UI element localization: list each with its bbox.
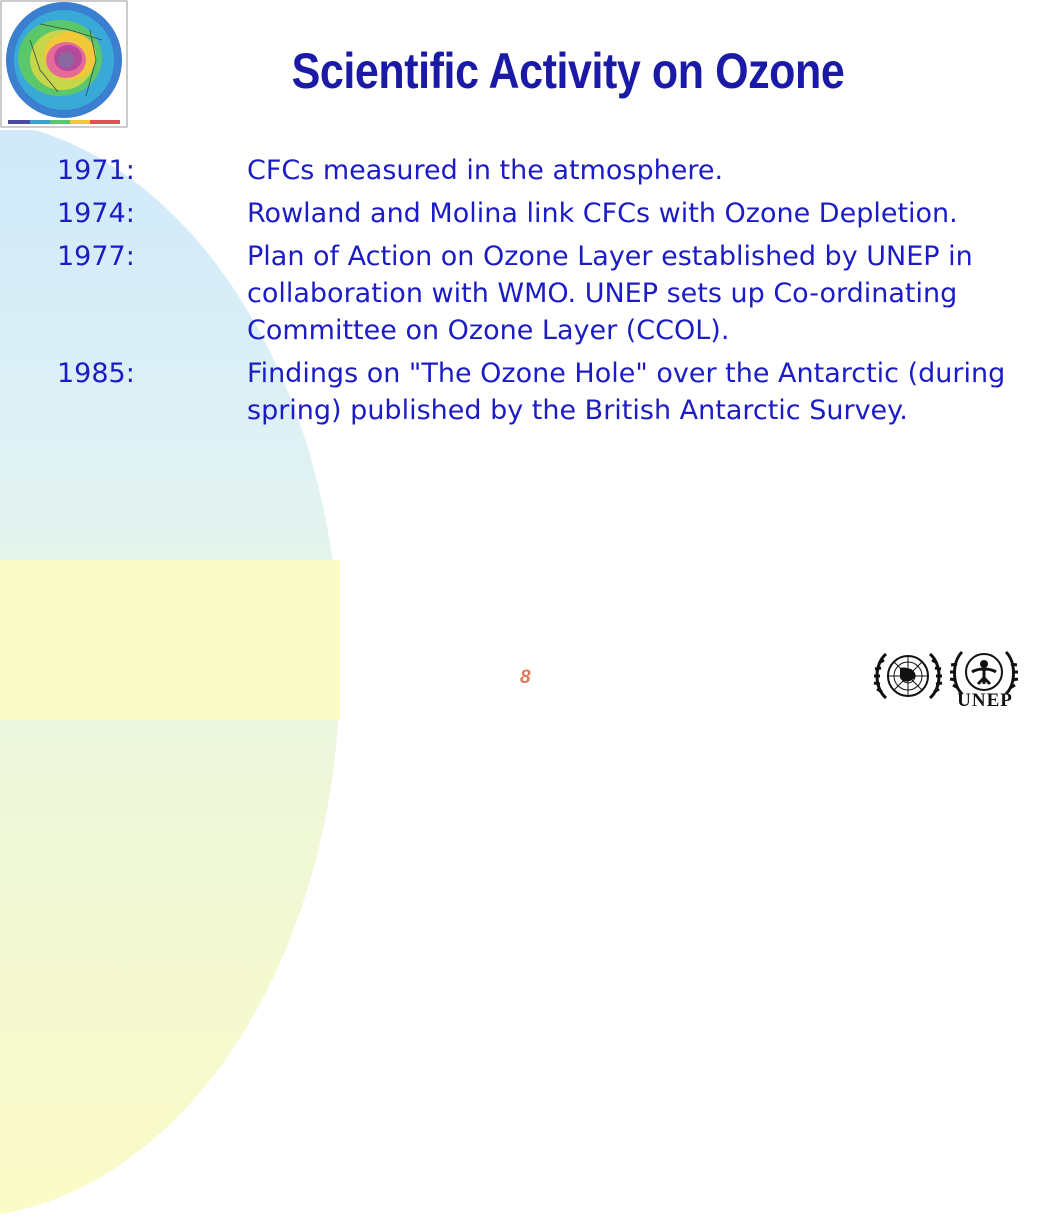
timeline-entry	[57, 238, 1017, 349]
ozone-hole-map-icon	[0, 0, 130, 130]
timeline-text: Findings on "The Ozone Hole" over the Antarctic (during spring) published by the British Antarctic Survey.	[247, 358, 1006, 426]
timeline-year: 1974:	[57, 198, 135, 229]
timeline-year: 1985:	[57, 358, 135, 389]
background-gradient-base	[0, 560, 340, 720]
page-number: 8	[520, 667, 531, 688]
timeline-entry	[57, 355, 1017, 429]
timeline-entry	[57, 195, 1017, 232]
slide-title: Scientific Activity on Ozone	[291, 43, 845, 99]
un-emblem-icon	[872, 648, 944, 704]
timeline-text: CFCs measured in the atmosphere.	[247, 155, 724, 186]
timeline-text: Plan of Action on Ozone Layer established by UNEP in collaboration with WMO. UNEP sets up Co-ordinating Committee on Ozone Layer (CCOL).	[247, 241, 973, 346]
timeline-text: Rowland and Molina link CFCs with Ozone Depletion.	[247, 198, 958, 229]
timeline-year: 1977:	[57, 241, 135, 272]
unep-wordmark: UNEP	[957, 690, 1013, 711]
timeline-list	[57, 152, 1017, 435]
timeline-year: 1971:	[57, 155, 135, 186]
timeline-entry	[57, 152, 1017, 189]
